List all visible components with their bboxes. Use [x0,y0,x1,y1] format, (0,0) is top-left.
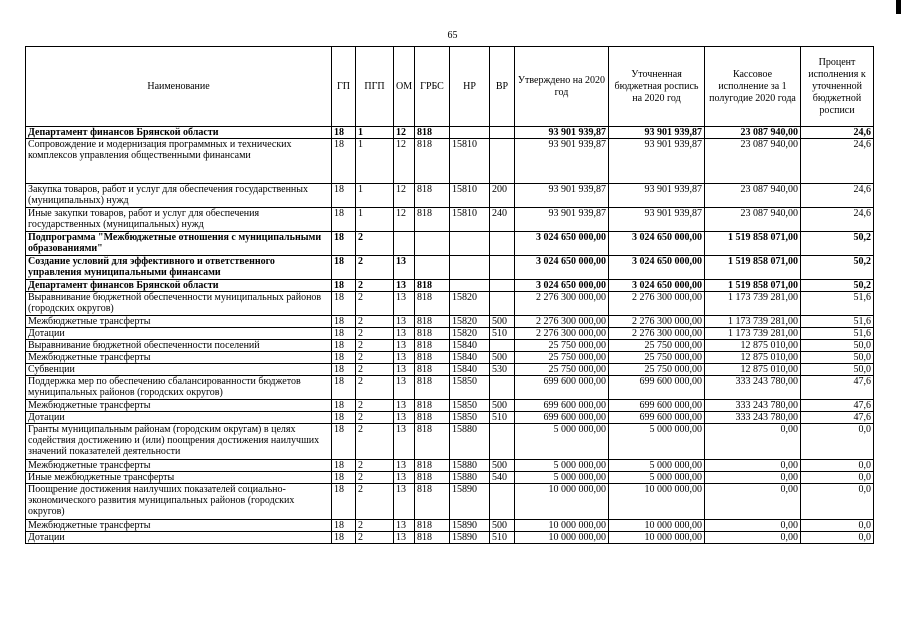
cell-pgp: 2 [356,376,394,400]
cell-percent: 0,0 [801,472,874,484]
cell-pgp: 2 [356,472,394,484]
cell-pgp: 2 [356,484,394,520]
cell-name: Межбюджетные трансферты [26,400,332,412]
cell-np: 15820 [450,328,490,340]
cell-refined: 2 276 300 000,00 [609,328,705,340]
cell-refined: 25 750 000,00 [609,352,705,364]
table-body [26,127,874,544]
cell-om: 12 [394,184,415,208]
cell-om [394,232,415,256]
cell-om: 13 [394,340,415,352]
cell-refined: 93 901 939,87 [609,208,705,232]
cell-name: Межбюджетные трансферты [26,460,332,472]
cell-gp: 18 [332,280,356,292]
cell-vr [490,292,515,316]
cell-np: 15810 [450,208,490,232]
table-row [26,208,874,232]
cell-approved: 2 276 300 000,00 [515,292,609,316]
cell-np: 15850 [450,412,490,424]
cell-pgp: 2 [356,400,394,412]
cell-name: Поддержка мер по обеспечению сбалансированности бюджетов муниципальных районов (городских округов) [26,376,332,400]
cell-np: 15890 [450,532,490,544]
table-row [26,484,874,520]
cell-percent: 0,0 [801,532,874,544]
cell-gp: 18 [332,256,356,280]
cell-percent: 50,2 [801,280,874,292]
cell-cash: 23 087 940,00 [705,184,801,208]
cell-om: 13 [394,328,415,340]
cell-pgp: 2 [356,316,394,328]
cell-percent: 24,6 [801,184,874,208]
cell-vr: 510 [490,412,515,424]
cell-approved: 93 901 939,87 [515,208,609,232]
cell-pgp: 2 [356,328,394,340]
table-row [26,424,874,460]
cell-approved: 3 024 650 000,00 [515,232,609,256]
cell-pgp: 2 [356,412,394,424]
cell-om: 13 [394,460,415,472]
cell-grbs [415,232,450,256]
cell-refined: 10 000 000,00 [609,532,705,544]
cell-refined: 10 000 000,00 [609,484,705,520]
cell-cash: 333 243 780,00 [705,412,801,424]
cell-percent: 0,0 [801,424,874,460]
cell-percent: 24,6 [801,139,874,184]
header-vr: ВР [490,47,515,127]
cell-pgp: 2 [356,424,394,460]
cell-np: 15850 [450,376,490,400]
cell-grbs: 818 [415,292,450,316]
cell-om: 13 [394,412,415,424]
cell-pgp: 2 [356,460,394,472]
cell-np: 15820 [450,292,490,316]
cell-name: Дотации [26,412,332,424]
cell-name: Иные межбюджетные трансферты [26,472,332,484]
cell-vr: 200 [490,184,515,208]
cell-approved: 699 600 000,00 [515,400,609,412]
cell-om: 13 [394,484,415,520]
cell-refined: 699 600 000,00 [609,400,705,412]
cell-name: Межбюджетные трансферты [26,352,332,364]
header-grbs: ГРБС [415,47,450,127]
cell-vr: 500 [490,400,515,412]
cell-gp: 18 [332,484,356,520]
cell-vr [490,139,515,184]
cell-om: 13 [394,472,415,484]
cell-percent: 51,6 [801,316,874,328]
header-approved: Утверждено на 2020 год [515,47,609,127]
cell-percent: 50,0 [801,352,874,364]
cell-name: Департамент финансов Брянской области [26,127,332,139]
cell-percent: 0,0 [801,460,874,472]
cell-vr: 540 [490,472,515,484]
cell-gp: 18 [332,364,356,376]
cell-refined: 699 600 000,00 [609,376,705,400]
cell-percent: 51,6 [801,292,874,316]
cell-name: Дотации [26,532,332,544]
table-row [26,127,874,139]
table-row [26,412,874,424]
cell-grbs: 818 [415,424,450,460]
cell-cash: 0,00 [705,472,801,484]
cell-pgp: 1 [356,208,394,232]
table-row [26,352,874,364]
table-row [26,232,874,256]
table-header-row [26,47,874,127]
cell-approved: 25 750 000,00 [515,340,609,352]
cell-percent: 47,6 [801,376,874,400]
cell-np: 15810 [450,139,490,184]
cell-refined: 5 000 000,00 [609,424,705,460]
cell-gp: 18 [332,232,356,256]
cell-gp: 18 [332,340,356,352]
cell-name: Департамент финансов Брянской области [26,280,332,292]
cell-grbs: 818 [415,352,450,364]
cell-cash: 1 519 858 071,00 [705,232,801,256]
cell-pgp: 1 [356,127,394,139]
cell-percent: 0,0 [801,520,874,532]
cell-approved: 25 750 000,00 [515,352,609,364]
cell-np: 15810 [450,184,490,208]
cell-approved: 2 276 300 000,00 [515,328,609,340]
cell-om: 13 [394,424,415,460]
cell-gp: 18 [332,472,356,484]
cell-name: Дотации [26,328,332,340]
cell-np: 15880 [450,472,490,484]
table-row [26,328,874,340]
cell-approved: 2 276 300 000,00 [515,316,609,328]
cell-name: Гранты муниципальным районам (городским округам) в целях содействия достижению и (или) поощрения достижения наилучших значений показателей деятельности [26,424,332,460]
cell-cash: 1 519 858 071,00 [705,256,801,280]
cell-cash: 0,00 [705,460,801,472]
cell-gp: 18 [332,127,356,139]
cell-refined: 2 276 300 000,00 [609,316,705,328]
cell-vr: 500 [490,316,515,328]
cell-percent: 50,2 [801,232,874,256]
cell-om: 12 [394,139,415,184]
cell-grbs: 818 [415,208,450,232]
cell-grbs: 818 [415,328,450,340]
cell-approved: 10 000 000,00 [515,484,609,520]
cell-cash: 0,00 [705,532,801,544]
cell-cash: 333 243 780,00 [705,376,801,400]
cell-vr [490,484,515,520]
cell-gp: 18 [332,532,356,544]
cell-om: 13 [394,256,415,280]
cell-np: 15880 [450,424,490,460]
cell-vr [490,376,515,400]
cell-om: 13 [394,400,415,412]
cell-approved: 10 000 000,00 [515,532,609,544]
cell-gp: 18 [332,328,356,340]
cell-cash: 0,00 [705,484,801,520]
cell-percent: 50,0 [801,364,874,376]
cell-name: Межбюджетные трансферты [26,520,332,532]
header-om: ОМ [394,47,415,127]
table-row [26,292,874,316]
cell-om: 12 [394,208,415,232]
cell-percent: 47,6 [801,412,874,424]
cell-name: Создание условий для эффективного и ответственного управления муниципальными финансами [26,256,332,280]
header-cash: Кассовое исполнение за 1 полугодие 2020 года [705,47,801,127]
cell-name: Поощрение достижения наилучших показателей социально-экономического развития муниципальных районов (городских округов) [26,484,332,520]
cell-grbs: 818 [415,316,450,328]
cell-refined: 699 600 000,00 [609,412,705,424]
cell-refined: 5 000 000,00 [609,460,705,472]
cell-gp: 18 [332,400,356,412]
cell-refined: 93 901 939,87 [609,127,705,139]
cell-grbs: 818 [415,340,450,352]
cell-grbs: 818 [415,472,450,484]
cell-om: 12 [394,127,415,139]
cell-approved: 10 000 000,00 [515,520,609,532]
cell-pgp: 1 [356,139,394,184]
cell-np: 15890 [450,484,490,520]
cell-refined: 3 024 650 000,00 [609,280,705,292]
cell-percent: 51,6 [801,328,874,340]
cell-vr: 510 [490,532,515,544]
scan-edge-mark [896,0,901,14]
cell-name: Закупка товаров, работ и услуг для обеспечения государственных (муниципальных) нужд [26,184,332,208]
cell-grbs: 818 [415,127,450,139]
table-row [26,256,874,280]
cell-cash: 1 173 739 281,00 [705,328,801,340]
cell-cash: 0,00 [705,424,801,460]
cell-refined: 25 750 000,00 [609,340,705,352]
cell-pgp: 2 [356,292,394,316]
cell-refined: 5 000 000,00 [609,472,705,484]
cell-vr: 530 [490,364,515,376]
cell-approved: 3 024 650 000,00 [515,256,609,280]
header-refined: Уточненная бюджетная роспись на 2020 год [609,47,705,127]
cell-cash: 12 875 010,00 [705,364,801,376]
cell-vr: 510 [490,328,515,340]
cell-np: 15890 [450,520,490,532]
cell-om: 13 [394,364,415,376]
cell-vr: 240 [490,208,515,232]
cell-pgp: 2 [356,256,394,280]
cell-pgp: 2 [356,232,394,256]
cell-np [450,127,490,139]
table-row [26,460,874,472]
cell-cash: 0,00 [705,520,801,532]
cell-om: 13 [394,316,415,328]
cell-grbs: 818 [415,364,450,376]
cell-vr [490,340,515,352]
cell-np: 15850 [450,400,490,412]
cell-refined: 3 024 650 000,00 [609,256,705,280]
cell-cash: 333 243 780,00 [705,400,801,412]
cell-pgp: 2 [356,520,394,532]
cell-gp: 18 [332,412,356,424]
cell-grbs: 818 [415,520,450,532]
cell-grbs: 818 [415,532,450,544]
cell-percent: 50,2 [801,256,874,280]
cell-pgp: 1 [356,184,394,208]
cell-cash: 23 087 940,00 [705,208,801,232]
cell-cash: 23 087 940,00 [705,127,801,139]
table-row [26,280,874,292]
cell-cash: 12 875 010,00 [705,352,801,364]
header-gp: ГП [332,47,356,127]
cell-np: 15820 [450,316,490,328]
cell-cash: 12 875 010,00 [705,340,801,352]
cell-percent: 47,6 [801,400,874,412]
cell-refined: 10 000 000,00 [609,520,705,532]
cell-gp: 18 [332,316,356,328]
cell-approved: 25 750 000,00 [515,364,609,376]
cell-grbs: 818 [415,460,450,472]
cell-np: 15840 [450,364,490,376]
cell-grbs: 818 [415,376,450,400]
cell-np: 15880 [450,460,490,472]
cell-np [450,280,490,292]
cell-approved: 699 600 000,00 [515,412,609,424]
budget-table [25,46,874,544]
cell-cash: 1 173 739 281,00 [705,316,801,328]
cell-om: 13 [394,532,415,544]
table-row [26,532,874,544]
cell-approved: 5 000 000,00 [515,424,609,460]
cell-grbs: 818 [415,139,450,184]
cell-gp: 18 [332,376,356,400]
cell-vr [490,232,515,256]
table-row [26,520,874,532]
cell-vr: 500 [490,520,515,532]
cell-np [450,256,490,280]
cell-om: 13 [394,520,415,532]
table-row [26,316,874,328]
cell-grbs: 818 [415,184,450,208]
cell-approved: 93 901 939,87 [515,139,609,184]
cell-approved: 5 000 000,00 [515,472,609,484]
cell-refined: 25 750 000,00 [609,364,705,376]
cell-grbs: 818 [415,400,450,412]
cell-name: Подпрограмма "Межбюджетные отношения с муниципальными образованиями" [26,232,332,256]
cell-om: 13 [394,292,415,316]
cell-gp: 18 [332,424,356,460]
cell-percent: 24,6 [801,208,874,232]
cell-approved: 93 901 939,87 [515,127,609,139]
cell-vr: 500 [490,352,515,364]
cell-om: 13 [394,376,415,400]
cell-gp: 18 [332,139,356,184]
cell-cash: 1 173 739 281,00 [705,292,801,316]
cell-gp: 18 [332,292,356,316]
cell-pgp: 2 [356,532,394,544]
page-number: 65 [447,30,458,41]
cell-cash: 1 519 858 071,00 [705,280,801,292]
cell-name: Субвенции [26,364,332,376]
cell-percent: 0,0 [801,484,874,520]
cell-name: Выравнивание бюджетной обеспеченности муниципальных районов (городских округов) [26,292,332,316]
cell-gp: 18 [332,352,356,364]
table-row [26,472,874,484]
cell-name: Межбюджетные трансферты [26,316,332,328]
cell-np: 15840 [450,352,490,364]
cell-percent: 50,0 [801,340,874,352]
cell-refined: 3 024 650 000,00 [609,232,705,256]
cell-vr [490,424,515,460]
cell-vr [490,127,515,139]
header-np: НР [450,47,490,127]
cell-grbs [415,256,450,280]
cell-grbs: 818 [415,412,450,424]
cell-refined: 2 276 300 000,00 [609,292,705,316]
cell-cash: 23 087 940,00 [705,139,801,184]
cell-name: Выравнивание бюджетной обеспеченности поселений [26,340,332,352]
cell-approved: 5 000 000,00 [515,460,609,472]
cell-vr [490,280,515,292]
cell-om: 13 [394,280,415,292]
cell-refined: 93 901 939,87 [609,184,705,208]
cell-grbs: 818 [415,280,450,292]
header-percent: Процент исполнения к уточненной бюджетной росписи [801,47,874,127]
cell-grbs: 818 [415,484,450,520]
cell-pgp: 2 [356,340,394,352]
cell-percent: 24,6 [801,127,874,139]
table-row [26,376,874,400]
cell-gp: 18 [332,460,356,472]
cell-approved: 3 024 650 000,00 [515,280,609,292]
cell-om: 13 [394,352,415,364]
cell-np: 15840 [450,340,490,352]
cell-gp: 18 [332,520,356,532]
table-row [26,340,874,352]
table-row [26,184,874,208]
cell-name: Сопровождение и модернизация программных и технических комплексов управления общественными финансами [26,139,332,184]
header-pgp: ПГП [356,47,394,127]
cell-gp: 18 [332,184,356,208]
cell-pgp: 2 [356,280,394,292]
cell-approved: 93 901 939,87 [515,184,609,208]
table-row [26,139,874,184]
table-row [26,400,874,412]
cell-pgp: 2 [356,352,394,364]
cell-name: Иные закупки товаров, работ и услуг для обеспечения государственных (муниципальных) нужд [26,208,332,232]
table-row [26,364,874,376]
cell-approved: 699 600 000,00 [515,376,609,400]
header-name: Наименование [26,47,332,127]
cell-refined: 93 901 939,87 [609,139,705,184]
cell-pgp: 2 [356,364,394,376]
cell-vr: 500 [490,460,515,472]
cell-np [450,232,490,256]
cell-vr [490,256,515,280]
cell-gp: 18 [332,208,356,232]
